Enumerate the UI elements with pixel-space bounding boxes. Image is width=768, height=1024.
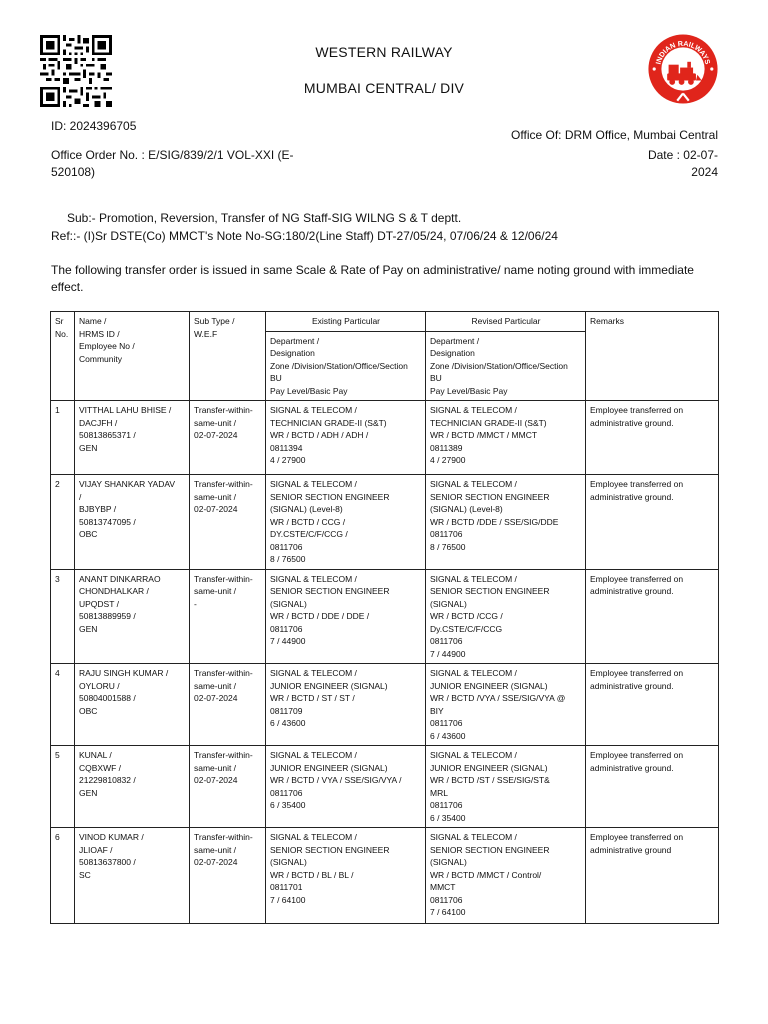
header-existing-particular: Department / Designation Zone /Division/Station/Office/Section BU Pay Level/Basic Pay xyxy=(266,331,426,401)
cell-remarks: Employee transferred on administrative ground. xyxy=(586,569,719,664)
cell-sub-type: Transfer-within- same-unit / 02-07-2024 xyxy=(190,475,266,570)
cell-sr: 5 xyxy=(51,746,75,828)
table-row xyxy=(51,401,719,475)
cell-sr: 2 xyxy=(51,475,75,570)
cell-sub-type: Transfer-within- same-unit / 02-07-2024 xyxy=(190,664,266,746)
order-date: Date : 02-07- 2024 xyxy=(647,148,718,179)
cell-existing: SIGNAL & TELECOM / TECHNICIAN GRADE-II (S&T) WR / BCTD / ADH / ADH / 0811394 4 / 27900 xyxy=(266,401,426,475)
cell-revised: SIGNAL & TELECOM / SENIOR SECTION ENGINEER (SIGNAL) WR / BCTD /CCG / Dy.CSTE/C/F/CCG 0811706 7 / 44900 xyxy=(426,569,586,664)
header-remarks: Remarks xyxy=(586,312,719,401)
header-revised-particular: Department / Designation Zone /Division/Station/Office/Section BU Pay Level/Basic Pay xyxy=(426,331,586,401)
cell-existing: SIGNAL & TELECOM / SENIOR SECTION ENGINEER (SIGNAL) (Level-8) WR / BCTD / CCG / DY.CSTE/C/F/CCG / 0811706 8 / 76500 xyxy=(266,475,426,570)
indian-railways-logo-icon xyxy=(647,33,719,105)
header-sub-type: Sub Type / W.E.F xyxy=(190,312,266,401)
header-name: Name / HRMS ID / Employee No / Community xyxy=(75,312,190,401)
cell-existing: SIGNAL & TELECOM / SENIOR SECTION ENGINEER (SIGNAL) WR / BCTD / DDE / DDE / 0811706 7 / 44900 xyxy=(266,569,426,664)
cell-sr: 1 xyxy=(51,401,75,475)
cell-remarks: Employee transferred on administrative ground. xyxy=(586,401,719,475)
header-sr: Sr No. xyxy=(51,312,75,401)
table-row xyxy=(51,828,719,924)
cell-revised: SIGNAL & TELECOM / SENIOR SECTION ENGINEER (SIGNAL) (Level-8) WR / BCTD /DDE / SSE/SIG/DDE 0811706 8 / 76500 xyxy=(426,475,586,570)
cell-name: RAJU SINGH KUMAR / OYLORU / 50804001588 / OBC xyxy=(75,664,190,746)
table-row xyxy=(51,475,719,570)
cell-sr: 3 xyxy=(51,569,75,664)
division-title: MUMBAI CENTRAL/ DIV xyxy=(303,80,465,96)
cell-revised: SIGNAL & TELECOM / TECHNICIAN GRADE-II (S&T) WR / BCTD /MMCT / MMCT 0811389 4 / 27900 xyxy=(426,401,586,475)
cell-revised: SIGNAL & TELECOM / JUNIOR ENGINEER (SIGNAL) WR / BCTD /VYA / SSE/SIG/VYA @ BIY 0811706 6 / 43600 xyxy=(426,664,586,746)
table-row xyxy=(51,664,719,746)
cell-name: VIJAY SHANKAR YADAV / BJBYBP / 50813747095 / OBC xyxy=(75,475,190,570)
office-of: Office Of: DRM Office, Mumbai Central xyxy=(511,128,718,142)
transfer-table xyxy=(50,311,719,924)
cell-remarks: Employee transferred on administrative ground. xyxy=(586,664,719,746)
cell-sub-type: Transfer-within- same-unit / 02-07-2024 xyxy=(190,828,266,924)
cell-sub-type: Transfer-within- same-unit / 02-07-2024 xyxy=(190,746,266,828)
intro-paragraph: The following transfer order is issued in same Scale & Rate of Pay on administrative/ name noting ground with immediate effect. xyxy=(51,263,694,294)
table-row xyxy=(51,746,719,828)
cell-name: VITTHAL LAHU BHISE / DACJFH / 50813865371 / GEN xyxy=(75,401,190,475)
cell-sr: 4 xyxy=(51,664,75,746)
cell-revised: SIGNAL & TELECOM / JUNIOR ENGINEER (SIGNAL) WR / BCTD /ST / SSE/SIG/ST& MRL 0811706 6 / 35400 xyxy=(426,746,586,828)
reference-line: Ref::- (I)Sr DSTE(Co) MMCT's Note No-SG:180/2(Line Staff) DT-27/05/24, 07/06/24 & 12/06/24 xyxy=(51,229,558,243)
header-revised: Revised Particular xyxy=(426,312,586,332)
cell-remarks: Employee transferred on administrative ground. xyxy=(586,475,719,570)
cell-sr: 6 xyxy=(51,828,75,924)
cell-revised: SIGNAL & TELECOM / SENIOR SECTION ENGINEER (SIGNAL) WR / BCTD /MMCT / Control/ MMCT 0811706 7 / 64100 xyxy=(426,828,586,924)
cell-sub-type: Transfer-within- same-unit / - xyxy=(190,569,266,664)
cell-sub-type: Transfer-within- same-unit / 02-07-2024 xyxy=(190,401,266,475)
organization-title: WESTERN RAILWAY xyxy=(315,44,453,60)
table-row xyxy=(51,569,719,664)
logo-text: INDIAN RAILWAYS xyxy=(653,38,713,66)
cell-remarks: Employee transferred on administrative ground. xyxy=(586,746,719,828)
cell-name: VINOD KUMAR / JLIOAF / 50813637800 / SC xyxy=(75,828,190,924)
cell-existing: SIGNAL & TELECOM / SENIOR SECTION ENGINEER (SIGNAL) WR / BCTD / BL / BL / 0811701 7 / 64100 xyxy=(266,828,426,924)
table-header-row xyxy=(51,312,719,332)
cell-existing: SIGNAL & TELECOM / JUNIOR ENGINEER (SIGNAL) WR / BCTD / VYA / SSE/SIG/VYA / 0811706 6 / 35400 xyxy=(266,746,426,828)
cell-name: KUNAL / CQBXWF / 21229810832 / GEN xyxy=(75,746,190,828)
office-order-number: Office Order No. : E/SIG/839/2/1 VOL-XXI (E- 520108) xyxy=(51,148,294,179)
cell-name: ANANT DINKARRAO CHONDHALKAR / UPQDST / 50813889959 / GEN xyxy=(75,569,190,664)
document-id: ID: 2024396705 xyxy=(51,119,137,133)
subject-line: Sub:- Promotion, Reversion, Transfer of NG Staff-SIG WILNG S & T deptt. xyxy=(67,211,462,225)
cell-remarks: Employee transferred on administrative ground xyxy=(586,828,719,924)
cell-existing: SIGNAL & TELECOM / JUNIOR ENGINEER (SIGNAL) WR / BCTD / ST / ST / 0811709 6 / 43600 xyxy=(266,664,426,746)
header-existing: Existing Particular xyxy=(266,312,426,332)
